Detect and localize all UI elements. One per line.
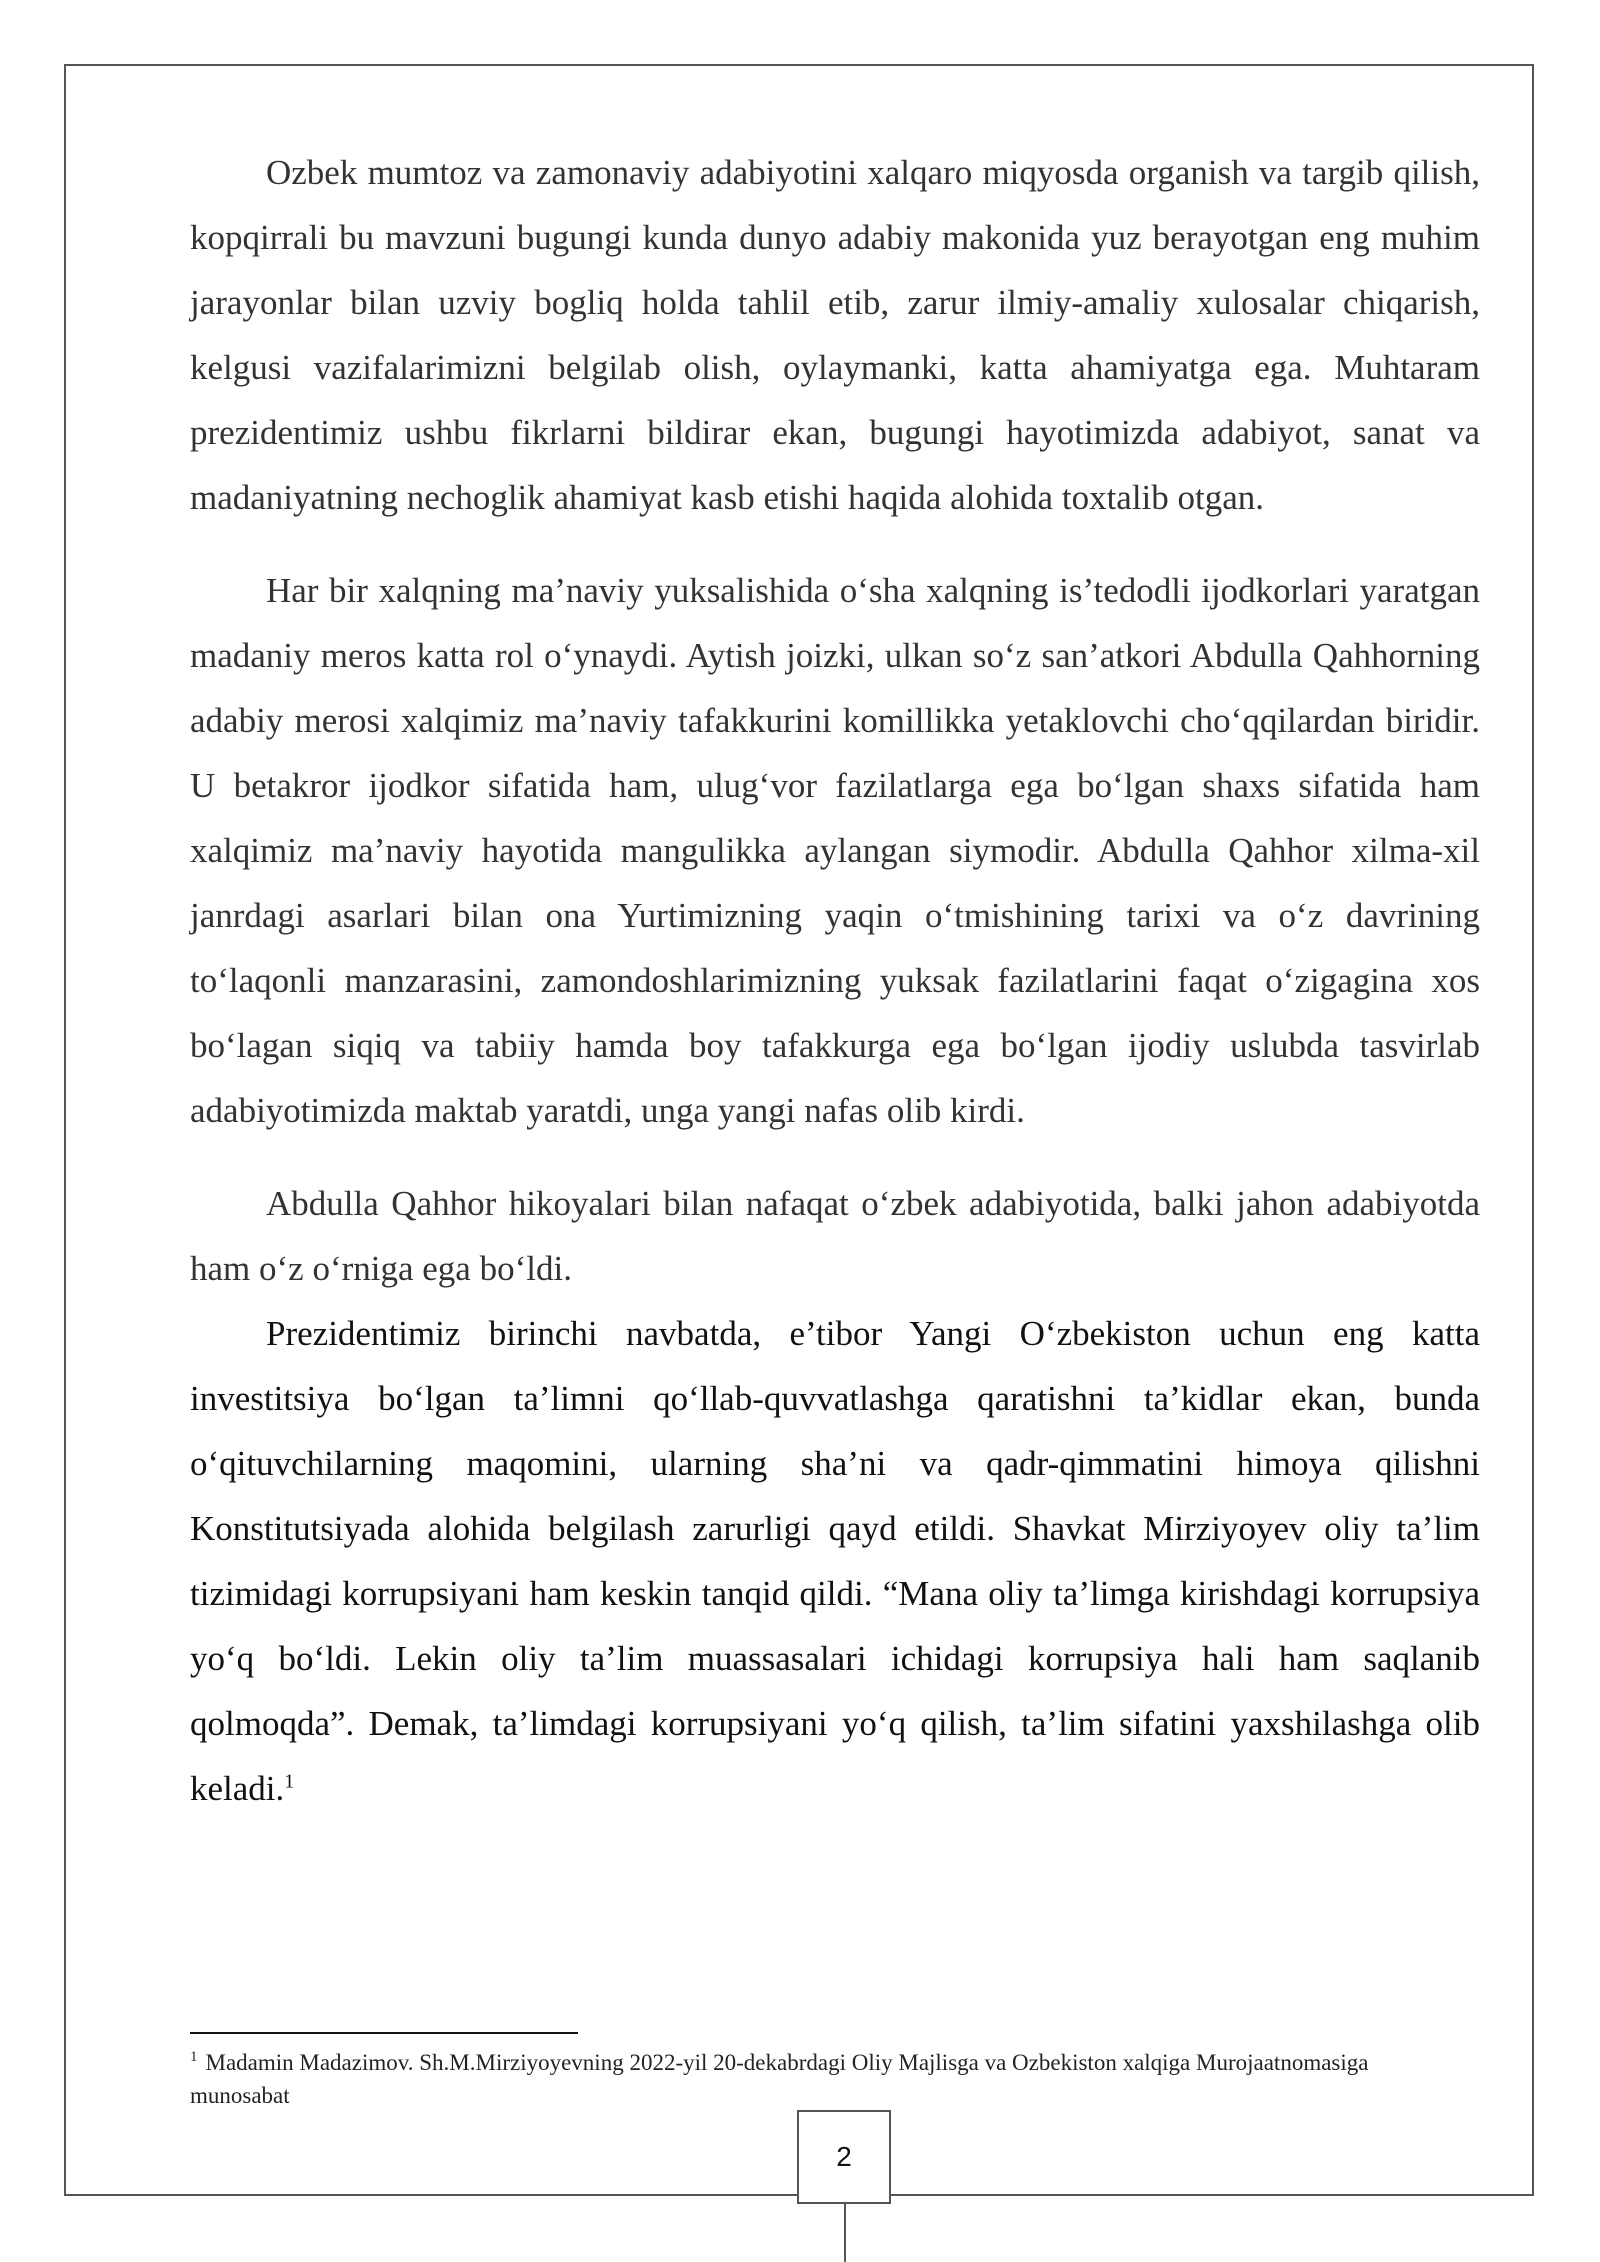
paragraph-2: Har bir xalqning ma’naviy yuksalishida o‘sha xalqning is’tedodli ijodkorlari yaratgan madaniy meros katta rol o‘ynaydi. Aytish joizki, ulkan so‘z san’atkori Abdulla Qahhorning adabiy merosi xalqimiz ma’naviy tafakkurini komillikka yetaklovchi cho‘qqilardan biridir. U betakror ijodkor sifatida ham, ulug‘vor fazilatlarga ega bo‘lgan shaxs sifatida ham xalqimiz ma’naviy hayotida mangulikka aylangan siymodir. Abdulla Qahhor xilma-xil janrdagi asarlari bilan ona Yurtimizning yaqin o‘tmishining tarixi va o‘z davrining to‘laqonli manzarasini, zamondoshlarimizning yuksak fazilatlarini faqat o‘zigagina xos bo‘lagan siqiq va tabiiy hamda boy tafakkurga ega bo‘lgan ijodiy uslubda tasvirlab adabiyotimizda maktab yaratdi, unga yangi nafas olib kirdi. xyxy=(190,571,1480,1130)
paragraph-4 xyxy=(190,1301,1480,1821)
document-body xyxy=(190,140,1480,1821)
paragraph-4-text: Prezidentimiz birinchi navbatda, e’tibor Yangi O‘zbekiston uchun eng katta investitsiya bo‘lgan ta’limni qo‘llab-quvvatlashga qaratishni ta’kidlar ekan, bunda o‘qituvchilarning maqomini, ularning sha’ni va qadr-qimmatini himoya qilishni Konstitutsiyada alohida belgilash zarurligi qayd etildi. Shavkat Mirziyoyev oliy ta’lim tizimidagi korrupsiyani ham keskin tanqid qildi. “Mana oliy ta’limga kirishdagi korrupsiya yo‘q bo‘ldi. Lekin oliy ta’lim muassasalari ichidagi korrupsiya hali ham saqlanib qolmoqda”. Demak, ta’limdagi korrupsiyani yo‘q qilish, ta’lim sifatini yaxshilashga olib keladi. xyxy=(190,1314,1480,1808)
page-number: 2 xyxy=(797,2110,891,2204)
paragraph-1: Ozbek mumtoz va zamonaviy adabiyotini xalqaro miqyosda organish va targib qilish, kopqirrali bu mavzuni bugungi kunda dunyo adabiy makonida yuz berayotgan eng muhim jarayonlar bilan uzviy bogliq holda tahlil etib, zarur ilmiy-amaliy xulosalar chiqarish, kelgusi vazifalarimizni belgilab olish, oylaymanki, katta ahamiyatga ega. Muhtaram prezidentimiz ushbu fikrlarni bildirar ekan, bugungi hayotimizda adabiyot, sanat va madaniyatning nechoglik ahamiyat kasb etishi haqida alohida toxtalib otgan. xyxy=(190,153,1480,517)
footnote-reference[interactable]: 1 xyxy=(284,1770,295,1793)
page-number-connector xyxy=(844,2204,846,2262)
footnote-text: Madamin Madazimov. Sh.M.Mirziyoyevning 2022-yil 20-dekabrdagi Oliy Majlisga va Ozbekiston xalqiga Murojaatnomasiga munosabat xyxy=(190,2050,1369,2108)
footnote xyxy=(190,2046,1450,2112)
footnote-separator xyxy=(190,2032,578,2034)
paragraph-3: Abdulla Qahhor hikoyalari bilan nafaqat o‘zbek adabiyotida, balki jahon adabiyotda ham o‘z o‘rniga ega bo‘ldi. xyxy=(190,1184,1480,1288)
footnote-mark: 1 xyxy=(190,2049,198,2066)
